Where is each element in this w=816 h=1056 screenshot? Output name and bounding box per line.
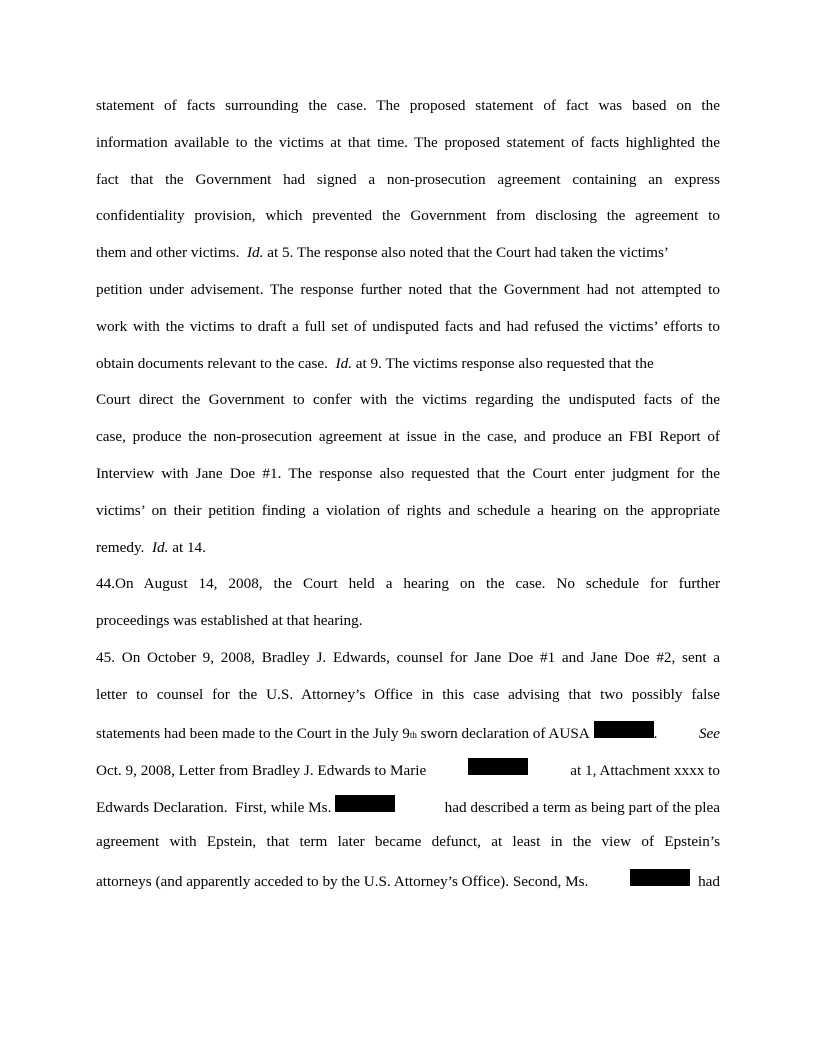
text-line: letter to counsel for the U.S. Attorney’s Office in this case advising that two possibly false xyxy=(96,686,720,703)
redaction-block xyxy=(594,721,654,738)
citation-id: Id. xyxy=(247,244,264,261)
text-line: information available to the victims at that time. The proposed statement of facts highlighted the xyxy=(96,134,720,151)
text-line: fact that the Government had signed a non-prosecution agreement containing an express xyxy=(96,171,720,188)
paragraph-44: 44.On August 14, 2008, the Court held a hearing on the case. No schedule for further xyxy=(96,575,720,592)
text-line: remedy. Id. at 14. xyxy=(96,539,206,556)
paragraph-45: 45. On October 9, 2008, Bradley J. Edwards, counsel for Jane Doe #1 and Jane Doe #2, sent a xyxy=(96,649,720,666)
redaction-block xyxy=(335,795,395,812)
text-line: Edwards Declaration. First, while Ms. had described a term as being part of the plea xyxy=(96,795,720,818)
text-line: Interview with Jane Doe #1. The response also requested that the Court enter judgment for the xyxy=(96,465,720,482)
text-line: proceedings was established at that hearing. xyxy=(96,612,363,629)
text-line: attorneys (and apparently acceded to by the U.S. Attorney’s Office). Second, Ms. had xyxy=(96,869,720,892)
text-line: statement of facts surrounding the case. The proposed statement of fact was based on the xyxy=(96,97,720,114)
redaction-block xyxy=(630,869,690,886)
text-line xyxy=(96,354,720,374)
citation-id: Id. xyxy=(335,355,352,372)
citation-see: See xyxy=(698,725,720,742)
text-segment: obtain documents relevant to the case. Id. at 9. The victims response also requested that the xyxy=(96,355,654,372)
text-line: victims’ on their petition finding a violation of rights and schedule a hearing on the appropriate xyxy=(96,502,720,519)
text-line: confidentiality provision, which prevented the Government from disclosing the agreement to xyxy=(96,207,720,224)
text-line: Court direct the Government to confer with the victims regarding the undisputed facts of the xyxy=(96,391,720,408)
text-line: work with the victims to draft a full set of undisputed facts and had refused the victims’ efforts to xyxy=(96,318,720,335)
text-line: petition under advisement. The response further noted that the Government had not attempted to xyxy=(96,281,720,298)
text-segment: them and other victims. Id. at 5. The response also noted that the Court had taken the victims’ xyxy=(96,244,669,261)
citation-id: Id. xyxy=(151,539,169,556)
text-line: case, produce the non-prosecution agreement at issue in the case, and produce an FBI Report of xyxy=(96,428,720,445)
text-line: agreement with Epstein, that term later became defunct, at least in the view of Epstein’s xyxy=(96,833,720,850)
redaction-block xyxy=(468,758,528,775)
text-line: Oct. 9, 2008, Letter from Bradley J. Edwards to Marie at 1, Attachment xxxx to xyxy=(96,758,720,781)
text-line xyxy=(96,243,720,263)
text-line: statements had been made to the Court in the July 9 th sworn declaration of AUSA . See xyxy=(96,721,720,744)
